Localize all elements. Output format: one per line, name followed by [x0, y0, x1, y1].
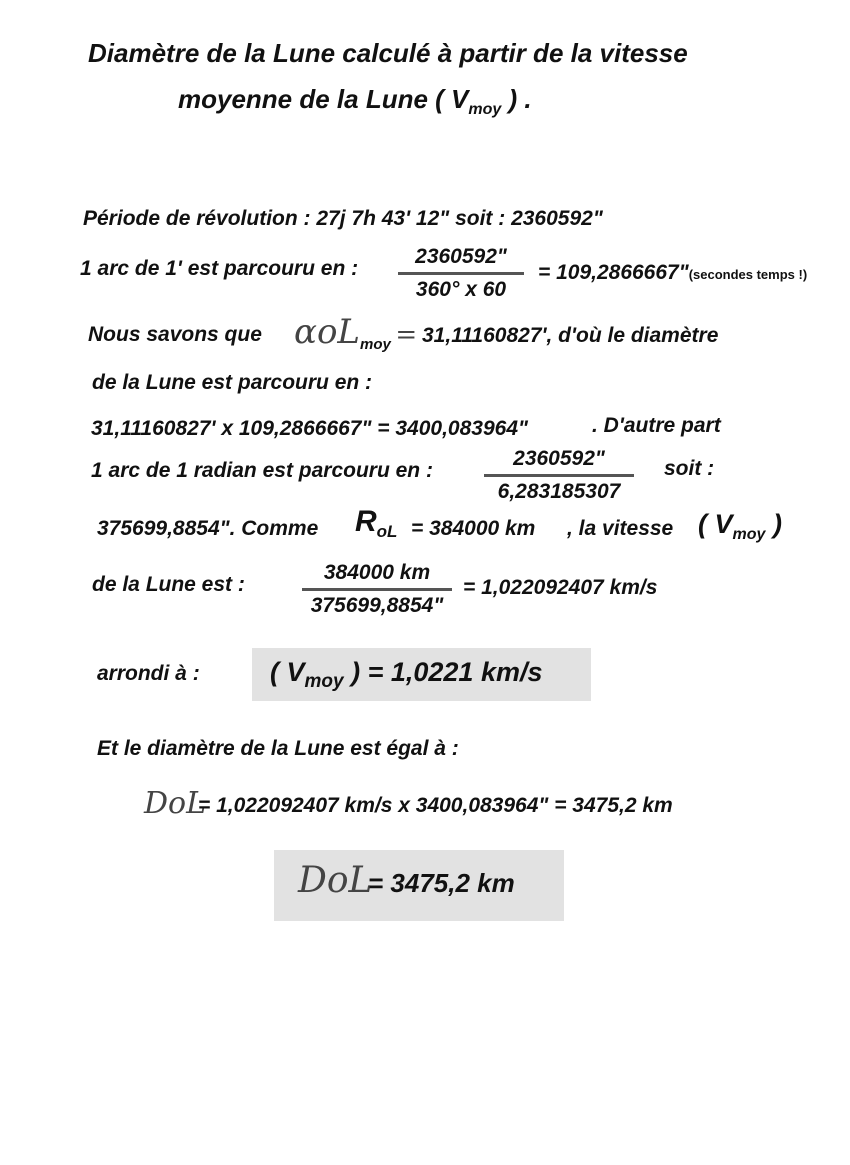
arc1-result: [538, 261, 807, 285]
result-d-ol-symbol: DoL: [298, 860, 373, 901]
v-letter: ( V: [698, 509, 733, 539]
arc1-numerator: 2360592": [415, 245, 507, 268]
title-line-2-suffix: ) .: [501, 84, 532, 114]
comme-prefix: 375699,8854". Comme: [97, 517, 319, 540]
savons-prefix: Nous savons que: [88, 323, 262, 346]
title-line-1: Diamètre de la Lune calculé à partir de la vitesse: [88, 38, 688, 68]
diametre-label: Et le diamètre de la Lune est égal à :: [97, 737, 459, 760]
r-ol-symbol: [355, 505, 397, 539]
arrondi-box-text: [270, 657, 543, 692]
arrondi-box: [252, 648, 591, 701]
result-box: [274, 850, 564, 921]
savons-value: 31,11160827', d'où le diamètre: [422, 324, 719, 347]
product-line: 31,11160827' x 109,2866667" = 3400,083964": [91, 417, 528, 440]
radian-fraction: [484, 447, 634, 504]
vitesse-label: de la Lune est :: [92, 573, 245, 596]
arc1-label: 1 arc de 1' est parcouru en :: [80, 257, 359, 280]
arc1-result-value: = 109,2866667": [538, 261, 689, 284]
vitesse-denominator: 375699,8854": [310, 594, 444, 617]
vitesse-fraction: [302, 561, 452, 618]
v-sub: moy: [732, 526, 766, 543]
title-line-2-sub: moy: [468, 101, 502, 118]
alpha-ol-symbol: αoL: [294, 312, 361, 352]
vitesse-result: = 1,022092407 km/s: [463, 576, 658, 599]
arrondi-box-suffix: ) = 1,0221 km/s: [343, 657, 543, 687]
fraction-bar: [398, 272, 524, 275]
arc1-note: (secondes temps !): [688, 267, 808, 282]
arrondi-box-sub: moy: [304, 671, 344, 692]
parcouru-line: de la Lune est parcouru en :: [92, 371, 373, 394]
arrondi-label: arrondi à :: [97, 662, 200, 685]
alpha-symbol: [294, 312, 417, 352]
fraction-bar: [302, 588, 452, 591]
dautre-part: . D'autre part: [592, 414, 721, 437]
radian-numerator: 2360592": [513, 447, 605, 470]
comme-vitesse: , la vitesse: [567, 517, 674, 540]
title-line-2-prefix: moyenne de la Lune ( V: [178, 84, 469, 114]
title-line-2: [178, 84, 532, 118]
fraction-bar: [484, 474, 634, 477]
arc1-denominator: 360° x 60: [415, 278, 507, 301]
alpha-equals: =: [395, 320, 418, 350]
radian-soit: soit :: [664, 457, 715, 480]
d-ol-symbol: DoL: [144, 786, 207, 821]
r-sub: oL: [376, 522, 398, 541]
radian-label: 1 arc de 1 radian est parcouru en :: [91, 459, 433, 482]
comme-value: = 384000 km: [411, 517, 536, 540]
result-text: = 3475,2 km: [368, 868, 515, 898]
arrondi-box-prefix: ( V: [270, 657, 305, 687]
arc1-fraction: [398, 245, 524, 302]
r-letter: R: [355, 505, 377, 538]
v-moy-symbol: [698, 509, 782, 543]
radian-denominator: 6,283185307: [497, 480, 621, 503]
vitesse-numerator: 384000 km: [323, 561, 431, 584]
formula-text: = 1,022092407 km/s x 3400,083964" = 3475,2 km: [198, 794, 673, 817]
periode-line: Période de révolution : 27j 7h 43' 12" soit : 2360592": [83, 207, 603, 230]
alpha-sub: moy: [360, 336, 391, 353]
v-close: ): [772, 509, 782, 539]
